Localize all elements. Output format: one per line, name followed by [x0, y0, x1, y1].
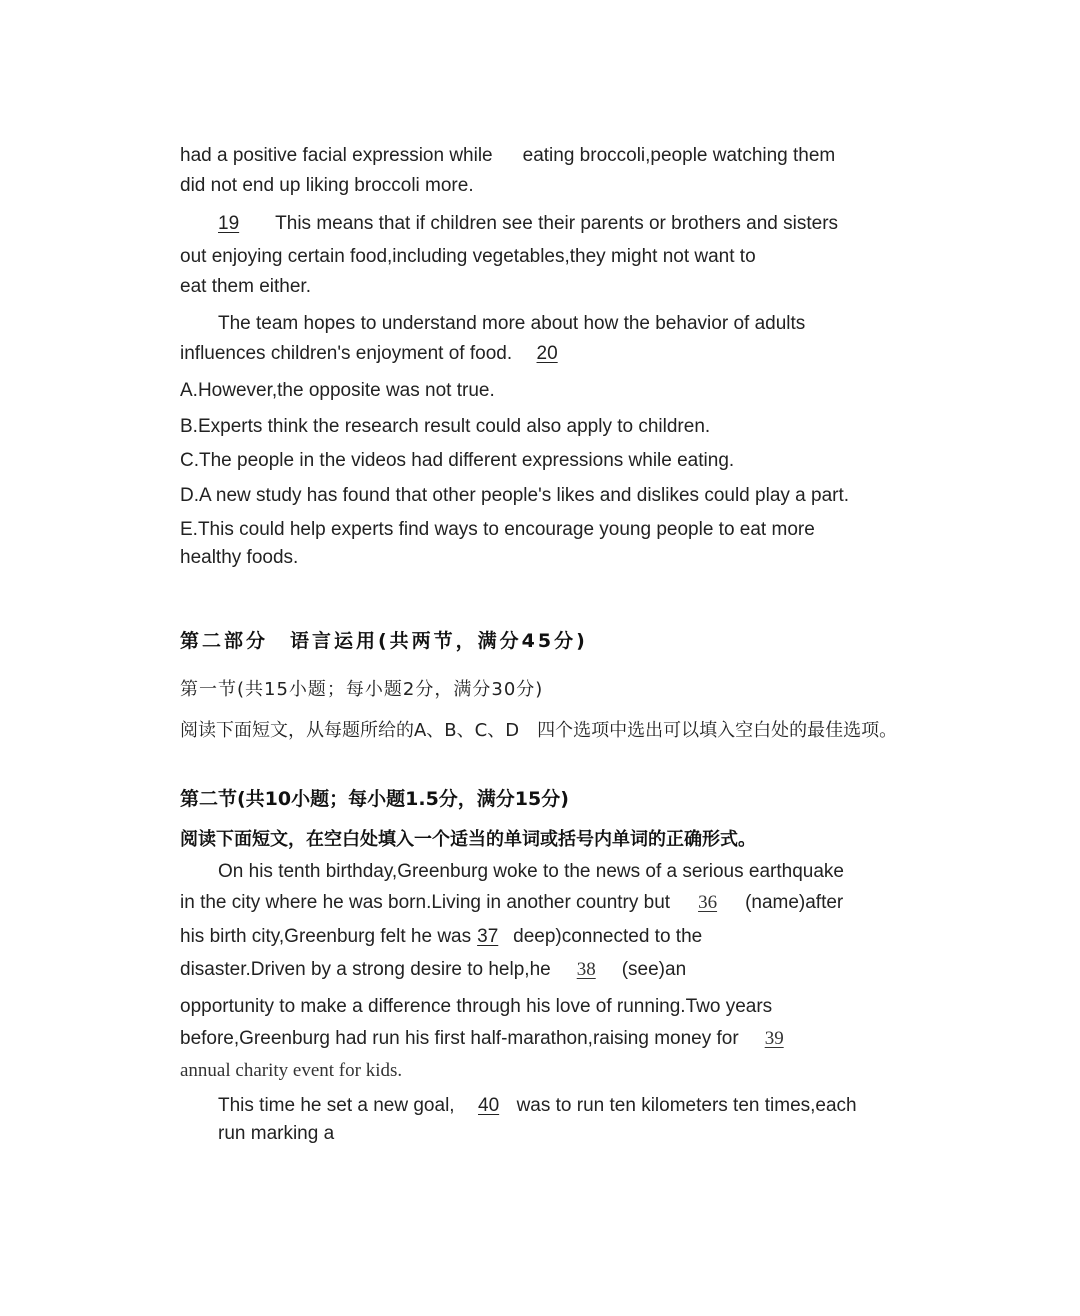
option-a: A.However,the opposite was not true. [180, 380, 495, 401]
passage-line: eat them either. [180, 276, 311, 297]
passage-line [180, 958, 686, 982]
passage-line [218, 1094, 857, 1118]
section-2-instruction: 阅读下面短文，在空白处填入一个适当的单词或括号内单词的正确形式。 [180, 829, 756, 850]
line-text: was to run ten kilometers ten times,each [516, 1095, 857, 1116]
line-text: disaster.Driven by a strong desire to help,he [180, 959, 551, 980]
passage-line: opportunity to make a difference through his love of running.Two years [180, 996, 773, 1017]
option-d: D.A new study has found that other people's likes and dislikes could play a part. [180, 485, 850, 506]
passage-line [180, 891, 843, 915]
passage-line [180, 144, 835, 168]
line-text: eating broccoli,people watching them [522, 145, 836, 166]
blank-37: 37 [477, 926, 499, 947]
option-e-cont: healthy foods. [180, 547, 299, 568]
blank-39: 39 [764, 1028, 784, 1049]
passage-line: The team hopes to understand more about how the behavior of adults [218, 313, 806, 334]
passage-line [180, 342, 582, 366]
blank-19: 19 [218, 213, 240, 234]
passage-line: On his tenth birthday,Greenburg woke to the news of a serious earthquake [218, 861, 844, 882]
section-2-heading: 第二节(共10小题；每小题1.5分，满分15分) [180, 788, 569, 810]
option-c: C.The people in the videos had different expressions while eating. [180, 450, 735, 471]
passage-line [218, 212, 838, 236]
option-e: E.This could help experts find ways to encourage young people to eat more [180, 519, 815, 540]
passage-line: did not end up liking broccoli more. [180, 175, 474, 196]
line-text: in the city where he was born.Living in another country but [180, 892, 671, 913]
blank-36: 36 [698, 892, 718, 913]
line-text: This time he set a new goal, [218, 1095, 455, 1116]
blank-20: 20 [536, 343, 558, 364]
passage-line [180, 925, 702, 949]
line-text: (name)after [745, 892, 844, 913]
section-1-instruction: 阅读下面短文，从每题所给的A、B、C、D 四个选项中选出可以填入空白处的最佳选项。 [180, 720, 898, 741]
line-text: influences children's enjoyment of food. [180, 343, 513, 364]
part-heading: 第二部分 语言运用(共两节，满分45分) [180, 630, 588, 652]
blank-38: 38 [576, 959, 596, 980]
passage-line [180, 1027, 784, 1051]
passage-line: out enjoying certain food,including vegetables,they might not want to [180, 246, 756, 267]
line-text: his birth city,Greenburg felt he was [180, 926, 472, 947]
passage-line: annual charity event for kids. [180, 1060, 403, 1081]
line-text: deep)connected to the [513, 926, 703, 947]
passage-line: run marking a [218, 1123, 335, 1144]
line-text: (see)an [621, 959, 687, 980]
option-b: B.Experts think the research result could also apply to children. [180, 416, 711, 437]
line-text: had a positive facial expression while [180, 145, 493, 166]
line-text: before,Greenburg had run his first half-marathon,raising money for [180, 1028, 739, 1049]
line-text: This means that if children see their parents or brothers and sisters [275, 213, 839, 234]
blank-40: 40 [478, 1095, 500, 1116]
section-1-heading: 第一节(共15小题；每小题2分，满分30分) [180, 679, 544, 700]
